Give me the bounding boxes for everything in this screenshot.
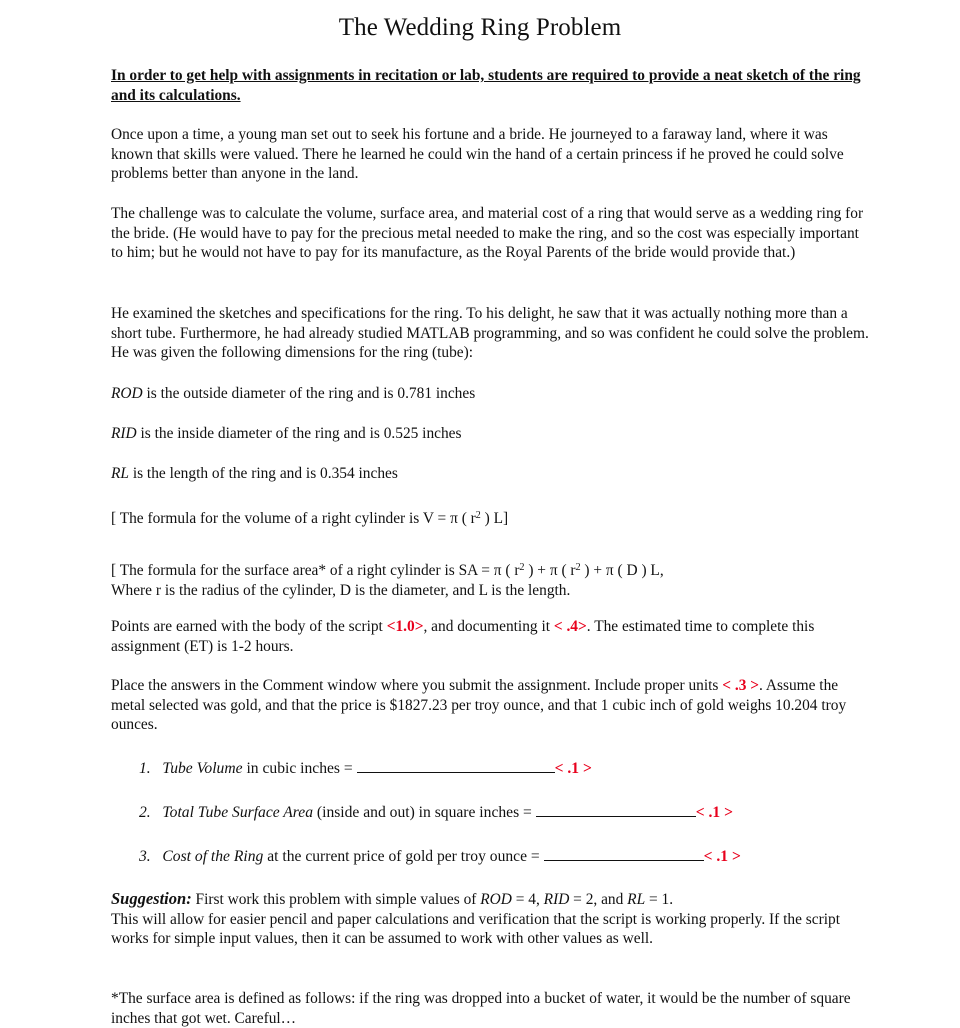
volume-formula-text: [ The formula for the volume of a right cylinder is V = π ( r bbox=[111, 510, 476, 527]
question-1 bbox=[139, 758, 592, 778]
rid-description: is the inside diameter of the ring and is 0.525 inches bbox=[136, 425, 462, 442]
page-title: The Wedding Ring Problem bbox=[338, 14, 622, 41]
question-3-number: 3. bbox=[139, 848, 151, 865]
rid-variable: RID bbox=[111, 425, 137, 442]
points-paragraph bbox=[111, 617, 871, 656]
question-3-term: Cost of the Ring bbox=[162, 848, 264, 865]
volume-formula-end: ) L] bbox=[480, 510, 509, 527]
dimension-rod bbox=[111, 384, 871, 404]
rod-variable: ROD bbox=[111, 385, 143, 402]
answers-text-1: Place the answers in the Comment window where you submit the assignment. Include proper units bbox=[111, 677, 723, 694]
question-2-term: Total Tube Surface Area bbox=[162, 804, 314, 821]
units-points: < .3 > bbox=[722, 677, 760, 694]
question-1-text: in cubic inches = bbox=[242, 760, 357, 777]
suggestion-text-1: First work this problem with simple values of bbox=[191, 891, 481, 908]
rod-description: is the outside diameter of the ring and is 0.781 inches bbox=[142, 385, 476, 402]
question-3-text: at the current price of gold per troy ounce = bbox=[263, 848, 544, 865]
suggestion-rl: RL bbox=[627, 891, 646, 908]
documentation-points: < .4> bbox=[553, 618, 587, 635]
sa-formula-mid: ) + π ( r bbox=[524, 562, 576, 579]
story-paragraph-3: He examined the sketches and specifications for the ring. To his delight, he saw that it was actually nothing more than a short tube. Furthermore, he had already studied MATLAB programming, and so was confident he could solve the problem. He was given the following dimensions for the ring (tube): bbox=[111, 305, 869, 362]
question-2-points: < .1 > bbox=[695, 804, 734, 821]
points-text-3: . The estimated time to complete this assignment (ET) is 1-2 hours. bbox=[111, 618, 815, 655]
suggestion-label: Suggestion: bbox=[111, 889, 192, 908]
answers-paragraph bbox=[111, 676, 871, 735]
help-notice: In order to get help with assignments in recitation or lab, students are required to provide a neat sketch of the ring and its calculations. bbox=[111, 67, 861, 104]
question-1-term: Tube Volume bbox=[162, 760, 243, 777]
volume-exponent: 2 bbox=[475, 510, 481, 521]
surface-area-footnote: *The surface area is defined as follows: if the ring was dropped into a bucket of water, it would be the number of square inches that got wet. Careful… bbox=[111, 990, 851, 1027]
volume-formula bbox=[111, 506, 871, 529]
question-3 bbox=[139, 846, 741, 866]
suggestion-paragraph bbox=[111, 889, 871, 949]
question-2 bbox=[139, 802, 733, 822]
sa-formula-legend: Where r is the radius of the cylinder, D is the diameter, and L is the length. bbox=[111, 581, 571, 599]
question-1-number: 1. bbox=[139, 760, 151, 777]
sa-formula-text: [ The formula for the surface area* of a right cylinder is SA = π ( r bbox=[111, 562, 520, 579]
rl-description: is the length of the ring and is 0.354 inches bbox=[128, 465, 398, 482]
sa-exponent-1: 2 bbox=[519, 562, 525, 573]
sa-exponent-2: 2 bbox=[575, 562, 581, 573]
suggestion-text-rest: This will allow for easier pencil and paper calculations and verification that the script is working properly. If the script works for simple input values, then it can be assumed to work with other values as well. bbox=[111, 910, 840, 948]
body-points: <1.0> bbox=[386, 618, 424, 635]
points-text-1: Points are earned with the body of the script bbox=[111, 618, 387, 635]
suggestion-text-2: = 4, bbox=[511, 891, 544, 908]
story-paragraph-1: Once upon a time, a young man set out to seek his fortune and a bride. He journeyed to a faraway land, where it was known that skills were valued. There he learned he could win the hand of a certain princess if he proved he could solve problems better than anyone in the land. bbox=[111, 126, 844, 183]
rl-variable: RL bbox=[111, 465, 129, 482]
answers-text-2: . Assume the metal selected was gold, and that the price is $1827.23 per troy ounce, and that 1 cubic inch of gold weighs 10.204 troy ounces. bbox=[111, 677, 847, 734]
sa-formula-end: ) + π ( D ) L, bbox=[580, 562, 664, 579]
suggestion-text-4: = 1. bbox=[645, 891, 674, 908]
surface-area-formula bbox=[111, 558, 871, 600]
dimension-rid bbox=[111, 424, 871, 444]
question-3-answer-blank[interactable] bbox=[544, 846, 704, 861]
story-paragraph-2: The challenge was to calculate the volume, surface area, and material cost of a ring that would serve as a wedding ring for the bride. (He would have to pay for the precious metal needed to make the ring, and so the cost was especially important to him; but he would not have to pay for its manufacture, as the Royal Parents of the bride would provide that.) bbox=[111, 205, 864, 262]
question-2-text: (inside and out) in square inches = bbox=[313, 804, 536, 821]
question-1-answer-blank[interactable] bbox=[357, 758, 555, 773]
question-1-points: < .1 > bbox=[554, 760, 592, 777]
points-text-2: , and documenting it bbox=[423, 618, 554, 635]
question-3-points: < .1 > bbox=[703, 848, 741, 865]
suggestion-rid: RID bbox=[543, 891, 570, 908]
question-2-answer-blank[interactable] bbox=[536, 802, 696, 817]
dimension-rl bbox=[111, 464, 871, 484]
suggestion-text-3: = 2, and bbox=[569, 891, 628, 908]
question-2-number: 2. bbox=[139, 804, 151, 821]
suggestion-rod: ROD bbox=[480, 891, 512, 908]
